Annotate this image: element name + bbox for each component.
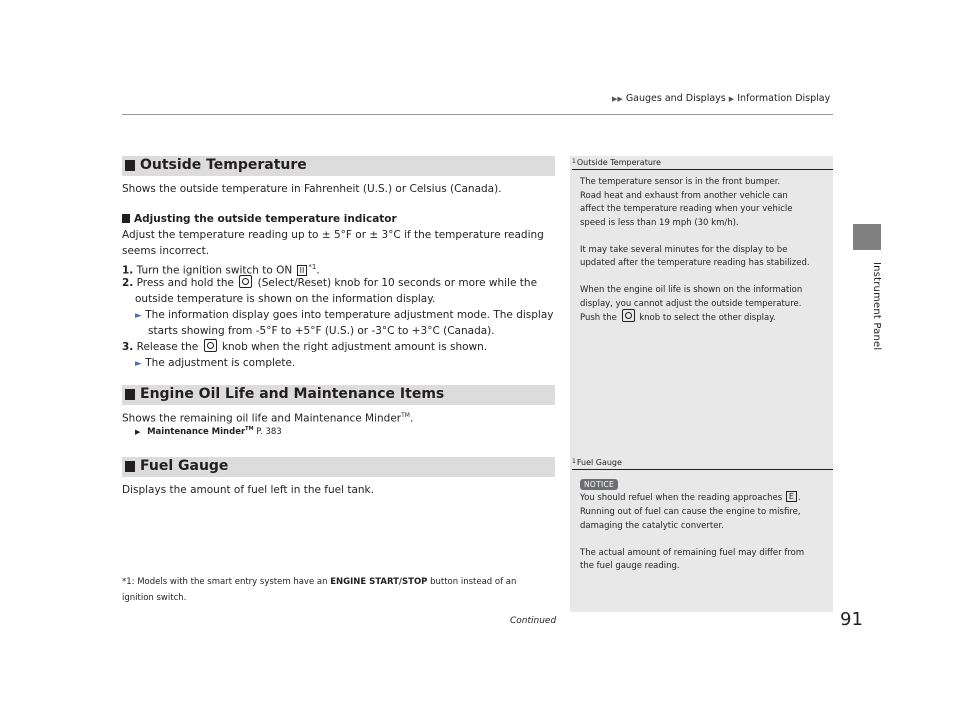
paragraph-text: Shows the remaining oil life and Maintenance Minder (122, 412, 402, 425)
engine-oil-text (122, 408, 413, 427)
section-square-icon (125, 389, 135, 400)
chapter-label: Instrument Panel (871, 262, 882, 351)
result-arrow-icon: ► (135, 359, 142, 369)
step-result (135, 307, 554, 324)
step-text: Release the (136, 341, 199, 353)
ignition-position-icon: II (297, 265, 308, 276)
note-line: It may take several minutes for the display to be (580, 244, 788, 255)
subsection-heading (122, 211, 397, 227)
step-text: starts showing from -5°F to +5°F (U.S.) or -3°C to +3°C (Canada). (148, 325, 495, 337)
section-header-engine-oil (122, 385, 555, 405)
step-number: 1. (122, 264, 134, 277)
note-line: speed is less than 19 mph (30 km/h). (580, 217, 739, 228)
breadcrumb-item-gauges[interactable]: Gauges and Displays (625, 93, 726, 104)
page-number: 91 (840, 609, 863, 630)
section-title: Fuel Gauge (140, 458, 229, 474)
notice-badge: NOTICE (580, 479, 618, 490)
reference-page: P. 383 (256, 426, 282, 437)
step-text: The information display goes into temperature adjustment mode. The display (145, 309, 554, 321)
note-line: the fuel gauge reading. (580, 561, 680, 571)
note-text: knob to select the other display. (639, 313, 776, 323)
select-reset-knob-icon (622, 309, 635, 322)
section-header-outside-temperature (122, 156, 555, 176)
step-number: 2. (122, 277, 134, 289)
note-line: display, you cannot adjust the outside temperature. (580, 298, 802, 309)
result-arrow-icon: ► (135, 311, 142, 321)
note-text: You should refuel when the reading approaches (580, 493, 783, 503)
paragraph-line: Adjust the temperature reading up to ± 5°F or ± 3°C if the temperature reading (122, 229, 544, 241)
paragraph-line: seems incorrect. (122, 245, 210, 257)
trademark: TM (245, 426, 254, 432)
note-line (580, 491, 801, 505)
note-line: When the engine oil life is shown on the information (580, 285, 803, 295)
fuel-gauge-text: Displays the amount of fuel left in the fuel tank. (122, 484, 374, 496)
subsection-square-icon (122, 214, 130, 223)
note-line: The actual amount of remaining fuel may differ from (580, 547, 805, 558)
header-divider (122, 114, 833, 115)
section-title: Engine Oil Life and Maintenance Items (140, 386, 445, 402)
breadcrumb (612, 93, 830, 104)
note-line: affect the temperature reading when your vehicle (580, 204, 793, 214)
step-text: The adjustment is complete. (145, 357, 296, 369)
footnote-text: *1: Models with the smart entry system have an (122, 577, 328, 587)
step-text: Press and hold the (136, 277, 234, 289)
step-text: (Select/Reset) knob for 10 seconds or more while the (257, 277, 538, 289)
breadcrumb-arrow-icon: ▶▶ (612, 95, 623, 103)
note-number: 1 (572, 458, 576, 465)
section-title: Outside Temperature (140, 157, 307, 173)
note-title-text: Outside Temperature (576, 158, 661, 167)
step-number: 3. (122, 341, 134, 353)
note-line: Running out of fuel can cause the engine to misfire, (580, 507, 801, 517)
continued-label: Continued (510, 616, 557, 626)
trademark: TM (401, 412, 410, 419)
step-text: knob when the right adjustment amount is shown. (221, 341, 488, 353)
paragraph-punct: . (409, 412, 414, 425)
chapter-tab-marker (853, 224, 881, 250)
step-result (135, 355, 295, 372)
note-line (580, 309, 776, 325)
note-title-fuel-gauge (572, 458, 622, 467)
step-punct: . (316, 264, 320, 277)
reference-icon: ▶ (135, 427, 141, 436)
note-divider (572, 469, 833, 470)
note-text: Push the (580, 313, 617, 323)
step-3 (122, 339, 487, 355)
step-2 (122, 275, 537, 291)
note-line: damaging the catalytic converter. (580, 520, 724, 531)
note-line: Road heat and exhaust from another vehicle can (580, 190, 788, 201)
note-line: The temperature sensor is in the front bumper. (580, 177, 781, 187)
section-header-fuel-gauge (122, 457, 555, 477)
reference-label: Maintenance Minder (147, 426, 246, 437)
section-square-icon (125, 160, 135, 171)
note-punct: . (797, 493, 801, 503)
step-text: outside temperature is shown on the information display. (135, 293, 436, 305)
breadcrumb-item-info-display[interactable]: Information Display (737, 93, 831, 104)
footnote-bold: ENGINE START/STOP (330, 577, 428, 587)
outside-temp-intro: Shows the outside temperature in Fahrenheit (U.S.) or Celsius (Canada). (122, 183, 502, 195)
footnote-text: button instead of an (430, 577, 517, 587)
breadcrumb-arrow-icon: ▶ (728, 95, 735, 103)
section-square-icon (125, 461, 135, 472)
fuel-empty-icon: E (786, 491, 797, 502)
note-title-text: Fuel Gauge (576, 458, 622, 467)
maintenance-minder-link[interactable] (135, 426, 282, 437)
footnote-ref[interactable]: *1 (308, 263, 317, 271)
subsection-title: Adjusting the outside temperature indicator (134, 213, 397, 225)
footnote-text: ignition switch. (122, 593, 187, 603)
note-divider (572, 169, 833, 170)
note-number: 1 (572, 158, 576, 165)
footnote (122, 575, 516, 590)
note-title-outside-temperature (572, 158, 661, 167)
note-line: updated after the temperature reading has stabilized. (580, 258, 810, 268)
step-text: Turn the ignition switch to ON (136, 264, 293, 277)
select-reset-knob-icon (239, 275, 252, 288)
select-reset-knob-icon (204, 339, 217, 352)
